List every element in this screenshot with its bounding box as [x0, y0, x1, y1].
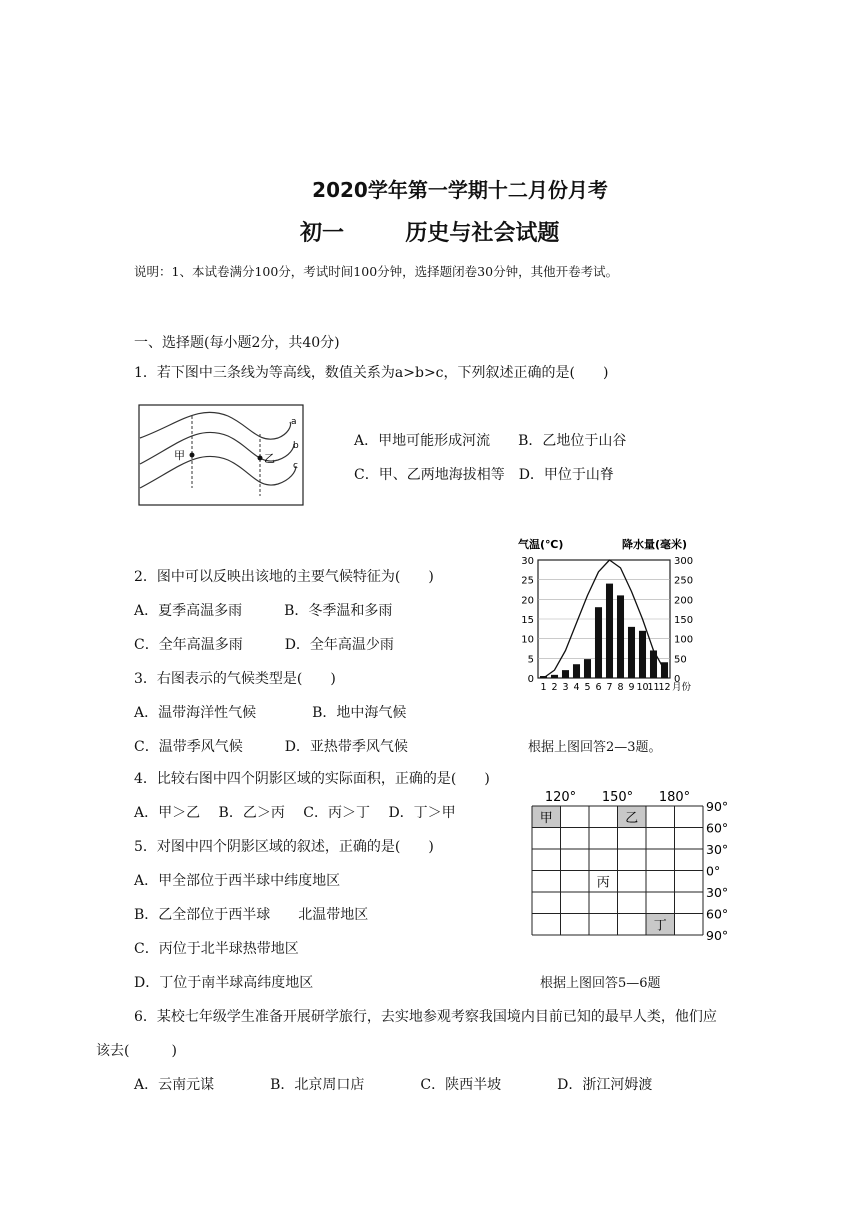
month-tick-label: 5 [584, 682, 591, 693]
precip-bar [551, 675, 558, 678]
cell-bing-label: 丙 [596, 875, 610, 891]
contour-figure [138, 404, 304, 506]
month-tick-label: 3 [562, 682, 569, 693]
label-b: b [293, 441, 299, 451]
latitude-label: 60° [706, 906, 729, 922]
month-unit-label: 月份 [672, 682, 692, 693]
precip-tick-label: 50 [674, 654, 687, 666]
question-6-stem-line2: 该去( ) [96, 1043, 177, 1059]
temp-tick-label: 0 [527, 674, 534, 685]
question-6-options: A．云南元谋 B．北京周口店 C．陕西半坡 D．浙江河姆渡 [134, 1077, 653, 1093]
question-1-stem: 1．若下图中三条线为等高线，数值关系为a>b>c，下列叙述正确的是( ) [134, 365, 609, 381]
precip-tick-label: 100 [674, 634, 694, 646]
latitude-label: 30° [706, 842, 729, 857]
temp-tick-label: 15 [521, 615, 534, 626]
climate-chart [510, 534, 720, 704]
label-a: a [291, 417, 297, 427]
question-4-options: A．甲＞乙 B．乙＞丙 C．丙＞丁 D．丁＞甲 [134, 805, 456, 821]
contour-line-a [140, 412, 291, 439]
precip-tick-label: 150 [674, 615, 694, 626]
contour-frame [139, 405, 303, 505]
latitude-label: 60° [706, 820, 729, 836]
question-1-options-ab: A．甲地可能形成河流 B．乙地位于山谷 [354, 433, 627, 449]
latitude-label: 0° [706, 863, 721, 879]
question-3-stem: 3．右图表示的气候类型是( ) [134, 671, 336, 687]
grade-label: 初一 [300, 221, 345, 246]
month-tick-label: 2 [551, 682, 558, 693]
latitude-label: 90° [706, 799, 729, 814]
longitude-label: 120° [544, 790, 577, 805]
month-tick-label: 1 [540, 682, 547, 693]
precip-bar [573, 664, 580, 678]
latitude-label: 90° [706, 928, 729, 943]
precip-bar [617, 595, 624, 678]
question-2-options-cd: C．全年高温多雨 D．全年高温少雨 [134, 637, 394, 653]
month-tick-label: 10 [636, 682, 649, 693]
precip-bar [562, 670, 569, 678]
exam-note: 说明：1、本试卷满分100分，考试时间100分钟，选择题闭卷30分钟，其他开卷考试。 [134, 264, 619, 279]
precip-bar [639, 631, 646, 678]
question-3-options-cd: C．温带季风气候 D．亚热带季风气候 [134, 739, 408, 755]
precip-tick-label: 250 [674, 575, 694, 587]
page-subtitle [300, 216, 559, 247]
grid-caption: 根据上图回答5—6题 [540, 976, 661, 991]
section-heading: 一、选择题(每小题2分，共40分) [134, 335, 340, 351]
question-5-option-a: A．甲全部位于西半球中纬度地区 [134, 873, 341, 889]
month-tick-label: 8 [617, 682, 624, 693]
month-tick-label: 11 [647, 682, 660, 693]
question-3-options-ab: A．温带海洋性气候 B．地中海气候 [134, 705, 407, 721]
month-tick-label: 12 [658, 682, 671, 693]
precip-bar [584, 659, 591, 678]
month-tick-label: 4 [573, 682, 580, 693]
subject-label: 历史与社会试题 [405, 221, 560, 246]
question-4-stem: 4．比较右图中四个阴影区域的实际面积，正确的是( ) [134, 771, 490, 787]
month-tick-label: 7 [606, 682, 613, 693]
question-5-stem: 5．对图中四个阴影区域的叙述，正确的是( ) [134, 839, 434, 855]
precip-bar [595, 607, 602, 678]
question-2-stem: 2．图中可以反映出该地的主要气候特征为( ) [134, 569, 434, 585]
question-5-option-d: D．丁位于南半球高纬度地区 [134, 975, 314, 991]
precip-tick-label: 0 [674, 674, 681, 685]
question-5-option-b: B．乙全部位于西半球 北温带地区 [134, 907, 369, 923]
question-5-option-c: C．丙位于北半球热带地区 [134, 941, 299, 957]
temp-tick-label: 30 [521, 556, 534, 567]
precip-tick-label: 200 [674, 595, 694, 607]
page-title: 2020学年第一学期十二月份月考 [312, 178, 608, 202]
point-jia [190, 453, 195, 458]
cell-ding-label: 丁 [653, 918, 667, 934]
cell-yi-label: 乙 [625, 810, 639, 826]
precip-tick-label: 300 [674, 556, 694, 567]
longitude-label: 150° [601, 790, 634, 805]
latlon-grid-figure [528, 788, 740, 948]
question-2-options-ab: A．夏季高温多雨 B．冬季温和多雨 [134, 603, 393, 619]
temp-tick-label: 5 [527, 654, 534, 666]
temp-axis-label: 气温(℃) [518, 538, 564, 551]
precip-bar [606, 584, 613, 678]
climate-caption: 根据上图回答2—3题。 [528, 740, 662, 755]
month-tick-label: 6 [595, 682, 602, 693]
point-yi [258, 456, 263, 461]
latitude-label: 30° [706, 885, 729, 900]
label-c: c [293, 461, 298, 471]
precip-bar [628, 627, 635, 678]
longitude-label: 180° [658, 790, 691, 805]
temp-tick-label: 20 [521, 595, 534, 607]
temp-tick-label: 25 [521, 575, 534, 587]
question-1-options-cd: C．甲、乙两地海拔相等 D．甲位于山脊 [354, 467, 614, 483]
label-jia: 甲 [174, 449, 185, 462]
month-tick-label: 9 [628, 682, 635, 693]
cell-jia-label: 甲 [539, 810, 553, 826]
precip-axis-label: 降水量(毫米) [622, 538, 688, 551]
question-6-stem-line1: 6．某校七年级学生准备开展研学旅行，去实地参观考察我国境内目前已知的最早人类，他们应 [134, 1009, 717, 1025]
temp-tick-label: 10 [521, 634, 534, 646]
label-yi: 乙 [264, 452, 275, 465]
